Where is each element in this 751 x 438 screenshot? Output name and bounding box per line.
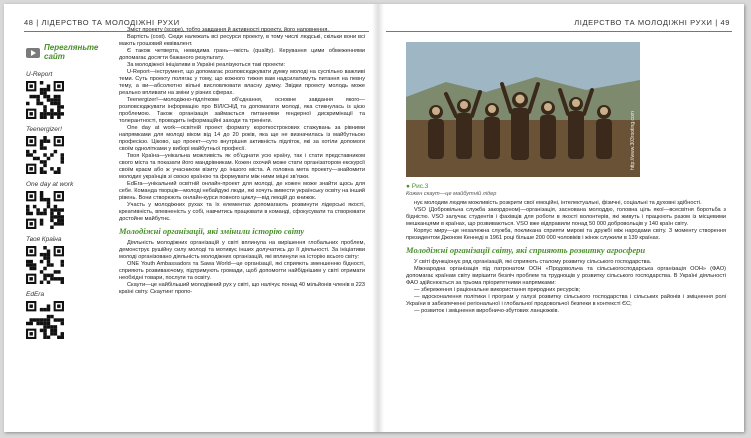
sidebar-websites	[26, 44, 106, 346]
right-text-column	[406, 200, 726, 315]
sidebar-header	[26, 44, 106, 61]
site-label: EdEra	[26, 291, 45, 298]
site-label: One day at work	[26, 181, 74, 188]
body-paragraph: Міжнародна організація під патронатом ООН «Продовольча та сільськогосподарська організація ООН» (ФАО) допомагає країнам світу вирішити безліч проблем та труднощів у розвитку сільського господарства. В Україні діяльності ФАО здійснюється за трьома пріоритетними напрямками:	[406, 265, 726, 286]
right-paragraphs	[406, 200, 726, 242]
youtube-icon	[26, 48, 40, 58]
scouts-photo	[406, 42, 640, 177]
body-paragraph: Участь у молодіжних рухах та їх елементах допомагають розвинути лідерські якості, креативність, впевненість у собі, навчитись працювати в команді, сфокусувати та створювати достойне майбутнє.	[119, 202, 365, 222]
body-paragraph: U-Report—інструмент, що допомагає розповсюджувати думку молоді на суспільно важливі теми. Суть проекту полягає у тому, що кожного тижня вам надсилатимуть питання на певну тему, а ви—абсолютно вільні висловлювати власну думку. Звідки проекту молодь може реально впливати на зміни у різних сферах.	[119, 69, 365, 96]
site-label: Teenergizer!	[26, 126, 62, 133]
body-paragraph: EdEra—унікальний освітній онлайн-проект для молоді, де кожен може знайти щось для себе. Команда творців—молоді небайдужі люди, які хочуть вивести українську освіту на інший рівень. Вони створюють онлайн-курси повного циклу—від лекцій до книжок.	[119, 181, 365, 201]
site-label: U-Report	[26, 71, 53, 78]
body-paragraph: Твоя Країна—унікальна можливість як об’єднати усю країну, так і стати представником свого міста та показати його мандрівникам. Кожен охочий може стати організатором екскурсії своїм краєм або ж учасником візиту до іншого міста. А головна мета проекту—знайомити молодих українців зі своєю країною та формувати між ними міцні зв’язки.	[119, 153, 365, 180]
sidebar-site-list	[26, 71, 106, 339]
right-section-title: Молодіжні організації світу, які сприяють розвитку агросфери	[406, 245, 646, 255]
body-paragraph: Teenergizer!—молодіжно-підліткове об’єднання, основне завдання якого—розповсюджувати інформацію про ВІЛ/СНІД та допомагати молоді, яка стикнулась із цією проблемою. Також організація займається питаннями гендерної дискримінації та толерантності, проводить інформаційні заходи та тренінги.	[119, 97, 365, 124]
left-text-column	[119, 27, 365, 296]
body-paragraph: Діяльність молодіжних організацій у світі вплинула на вирішення глобальних проблем, демонструє рушійну силу молоді та мотивує інших долучатись до її діяльності. За ініціативи молоді організовано діяльність молодіжних організацій, які вплинули на історію всього світу:	[119, 239, 365, 260]
page-gutter	[372, 4, 384, 432]
body-paragraph: Корпус миру—це незалежна служба, покликана сприяти мирові та дружбі між народами світу. З моменту створення президентом Джоном Кеннеді в 1961 році більше 200 000 чоловіків і жінок служили в 139 країнах.	[406, 228, 726, 241]
book-spread	[4, 4, 744, 432]
right-header-rule	[386, 31, 732, 32]
body-paragraph: Вартість (cost). Сюди належать всі ресурси проекту, в тому числі людські, скільки вони всі мають грошовий еквівалент.	[119, 34, 365, 47]
qr-code-icon	[26, 246, 64, 284]
qr-code-icon	[26, 301, 64, 339]
site-entry	[26, 181, 106, 229]
left-paragraphs-2	[119, 240, 365, 296]
qr-code-icon	[26, 81, 64, 119]
body-paragraph: — вдосконалення політики і програм у галузі розвитку сільського господарства і сільських районів і зміцнення ролі України в забезпеченні регіональної і глобальної продовольчої безпеки в контексті ЄС;	[406, 293, 726, 307]
qr-code-icon	[26, 136, 64, 174]
site-entry	[26, 126, 106, 174]
left-section-title: Молодіжні організації, які змінили історію світу	[119, 226, 305, 236]
body-paragraph: ONE Youth Ambassadors та Sawa World—це організації, які сприяють зменшенню бідності, сприяють розвиваючому, підтримують громади, щоб допомогти найбіднішим у світі отримати необхідні товари, послуги та освіту.	[119, 260, 365, 281]
site-label: Твоя Країна	[26, 236, 62, 243]
figure-bullet-icon: ●	[406, 183, 410, 190]
site-entry	[26, 236, 106, 284]
body-paragraph: — збереження і раціональне використання природних ресурсів;	[414, 286, 581, 293]
sidebar-title: Перегляньте сайт	[44, 43, 99, 61]
right-running-head: ЛІДЕРСТВО ТА МОЛОДІЖНІ РУХИ | 49	[574, 18, 730, 27]
site-entry	[26, 291, 106, 339]
site-entry	[26, 71, 106, 119]
body-paragraph: За молодіжної ініціативи в Україні реалізуються такі проекти:	[127, 62, 286, 68]
body-paragraph: VSO (Добровільна служба закордоном)—організація, заснована молоддю, головна ціль якої—всесвітня боротьба з бідністю. VSO залучає студентів і фахівців для роботи в якості волонтерів, які живуть і працюють разом із місцевими мешканцями в країнах, що розвиваються. VSO вже відправили понад 50 000 добровольців у 140 країн світу.	[406, 207, 726, 227]
body-paragraph: У світі функціонує ряд організацій, які сприяють сталому розвитку сільського господарства.	[414, 258, 652, 265]
body-paragraph: Скаути—це найбільший молодіжний рух у світі, що налічує понад 40 мільйонів членів в 223 країні світу. Скаутинг пропо-	[119, 281, 365, 295]
body-paragraph: One day at work—освітній проект формату короткострокових стажувань за рівними напрямками для молоді віком від 14 до 20 років, яка ще не визначилась із майбутньою професією. Ціково, що проект—сутo внутрішня активність підліток, які за хотіли допомоги своїм однолітками у виборі майбутньої професії.	[119, 125, 365, 152]
right-paragraphs-2	[406, 259, 726, 315]
photo-credit: http://www.303rooting.com	[630, 111, 636, 170]
left-running-head: 48 | ЛІДЕРСТВО ТА МОЛОДІЖНІ РУХИ	[24, 18, 180, 27]
left-paragraphs	[119, 27, 365, 223]
body-paragraph: нує молодим людям можливість розкрити свої емоційні, інтелектуальні, фізичні, соціальні та духовні здібності.	[414, 200, 702, 206]
body-paragraph: Зміст проекту (scope), тобто завдання й активності проекту, його наповнення.	[127, 27, 329, 33]
body-paragraph: — розвиток і зміцнення виробничо-збутових ланцюжків.	[414, 307, 560, 314]
scouts-photo-illustration	[406, 42, 640, 177]
figure-number: ● Рис.3	[406, 183, 429, 190]
qr-code-icon	[26, 191, 64, 229]
body-paragraph: Є також четверта, невидима грань—якість (quality). Керування цими обмеженнями допомагає досягти бажаного результату.	[119, 48, 365, 61]
figure-caption: Кожен скаут—це майбутній лідер	[406, 191, 497, 197]
